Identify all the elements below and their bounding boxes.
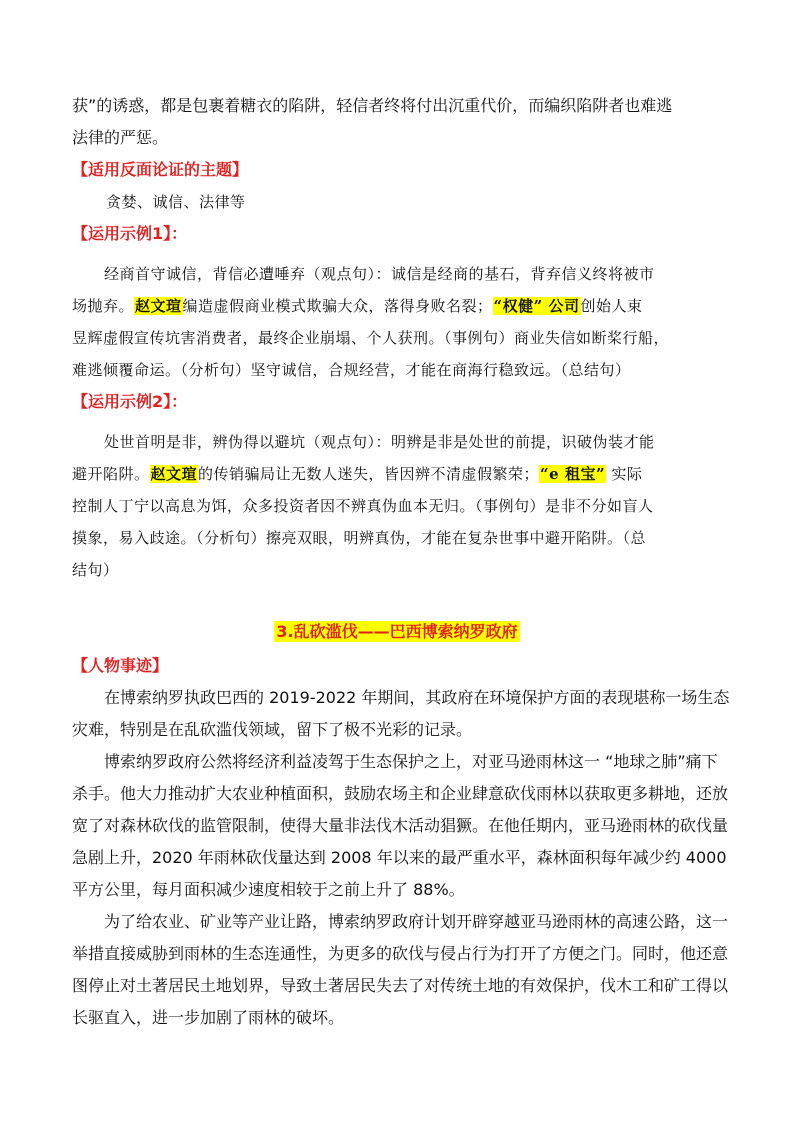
example2-line: 控制人丁宁以高息为饵，众多投资者因不辨真伪血本无归。（事例句）是非不分如盲人: [72, 497, 654, 515]
section-title: 3.乱砍滥伐——巴西博索纳罗政府: [276, 622, 518, 641]
body-paragraph: 为了给农业、矿业等产业让路，博索纳罗政府计划开辟穿越亚马逊雨林的高速公路，这一举措直接威胁到雨林的生态连通性，为更多的砍伐与侵占行为打开了方便之门。同时，他还意图停止对土著居民土地划界，导致土著居民失去了对传统土地的有效保护，伐木工和矿工得以长驱直入，进一步加剧了雨林的破坏。: [72, 912, 729, 1027]
body-paragraph: 博索纳罗政府公然将经济利益凌驾于生态保护之上，对亚马逊雨林这一 “地球之肺”痛下杀手。他大力推动扩大农业种植面积，鼓励农场主和企业肆意砍伐雨林以获取更多耕地，还放宽了对森林砍伐的监管限制，使得大量非法伐木活动猖獗。在他任期内，亚马逊雨林的砍伐量急剧上升，2020 年雨林砍伐量达到 2008 年以来的最严重水平，森林面积每年减少约 4000 平方公里，每月面积减少速度相较于之前上升了 88%。: [72, 752, 729, 899]
section-heading: 【人物事迹】: [72, 656, 169, 675]
intro-line: 获”的诱惑，都是包裹着糖衣的陷阱，轻信者终将付出沉重代价，而编织陷阱者也难逃: [72, 96, 673, 115]
example1-line: 经商首守诚信，背信必遭唾弃（观点句）：诚信是经商的基石，背弃信义终将被市: [104, 265, 655, 283]
example2-heading: 【运用示例2】：: [72, 392, 188, 411]
example2-line: 处世首明是非，辨伪得以避坑（观点句）：明辨是非是处世的前提，识破伪装才能: [104, 433, 655, 451]
example2-line: 避开陷阱。赵文瑄的传销骗局让无数人迷失，皆因辨不清虚假繁荣；“e 租宝” 实际: [72, 465, 643, 483]
highlight-name: 赵文瑄: [150, 465, 198, 483]
themes-text: 贪婪、诚信、法律等: [106, 193, 246, 211]
example1-line: 难逃倾覆命运。（分析句）坚守诚信，合规经营，才能在商海行稳致远。（总结句）: [72, 361, 631, 379]
themes-heading: 【适用反面论证的主题】: [72, 160, 249, 179]
example1-heading: 【运用示例1】：: [72, 224, 188, 243]
highlight-company: “权健” 公司: [493, 297, 580, 315]
example1-line: 昱辉虚假宣传坑害消费者，最终企业崩塌、个人获刑。（事例句）商业失信如断桨行船，: [72, 329, 670, 347]
highlight-name: 赵文瑄: [135, 297, 182, 315]
example1-line: 场抛弃。赵文瑄编造虚假商业模式欺骗大众，落得身败名裂；“权健” 公司创始人束: [72, 297, 643, 315]
example2-line: 摸象，易入歧途。（分析句）擦亮双眼，明辨真伪，才能在复杂世事中避开陷阱。（总: [72, 529, 647, 547]
example2-line: 结句）: [72, 561, 119, 579]
body-paragraph: 在博索纳罗执政巴西的 2019-2022 年期间，其政府在环境保护方面的表现堪称一场生态灾难，特别是在乱砍滥伐领域，留下了极不光彩的记录。: [72, 688, 730, 739]
highlight-company: “e 租宝”: [540, 465, 606, 483]
intro-line: 法律的严惩。: [72, 128, 169, 147]
